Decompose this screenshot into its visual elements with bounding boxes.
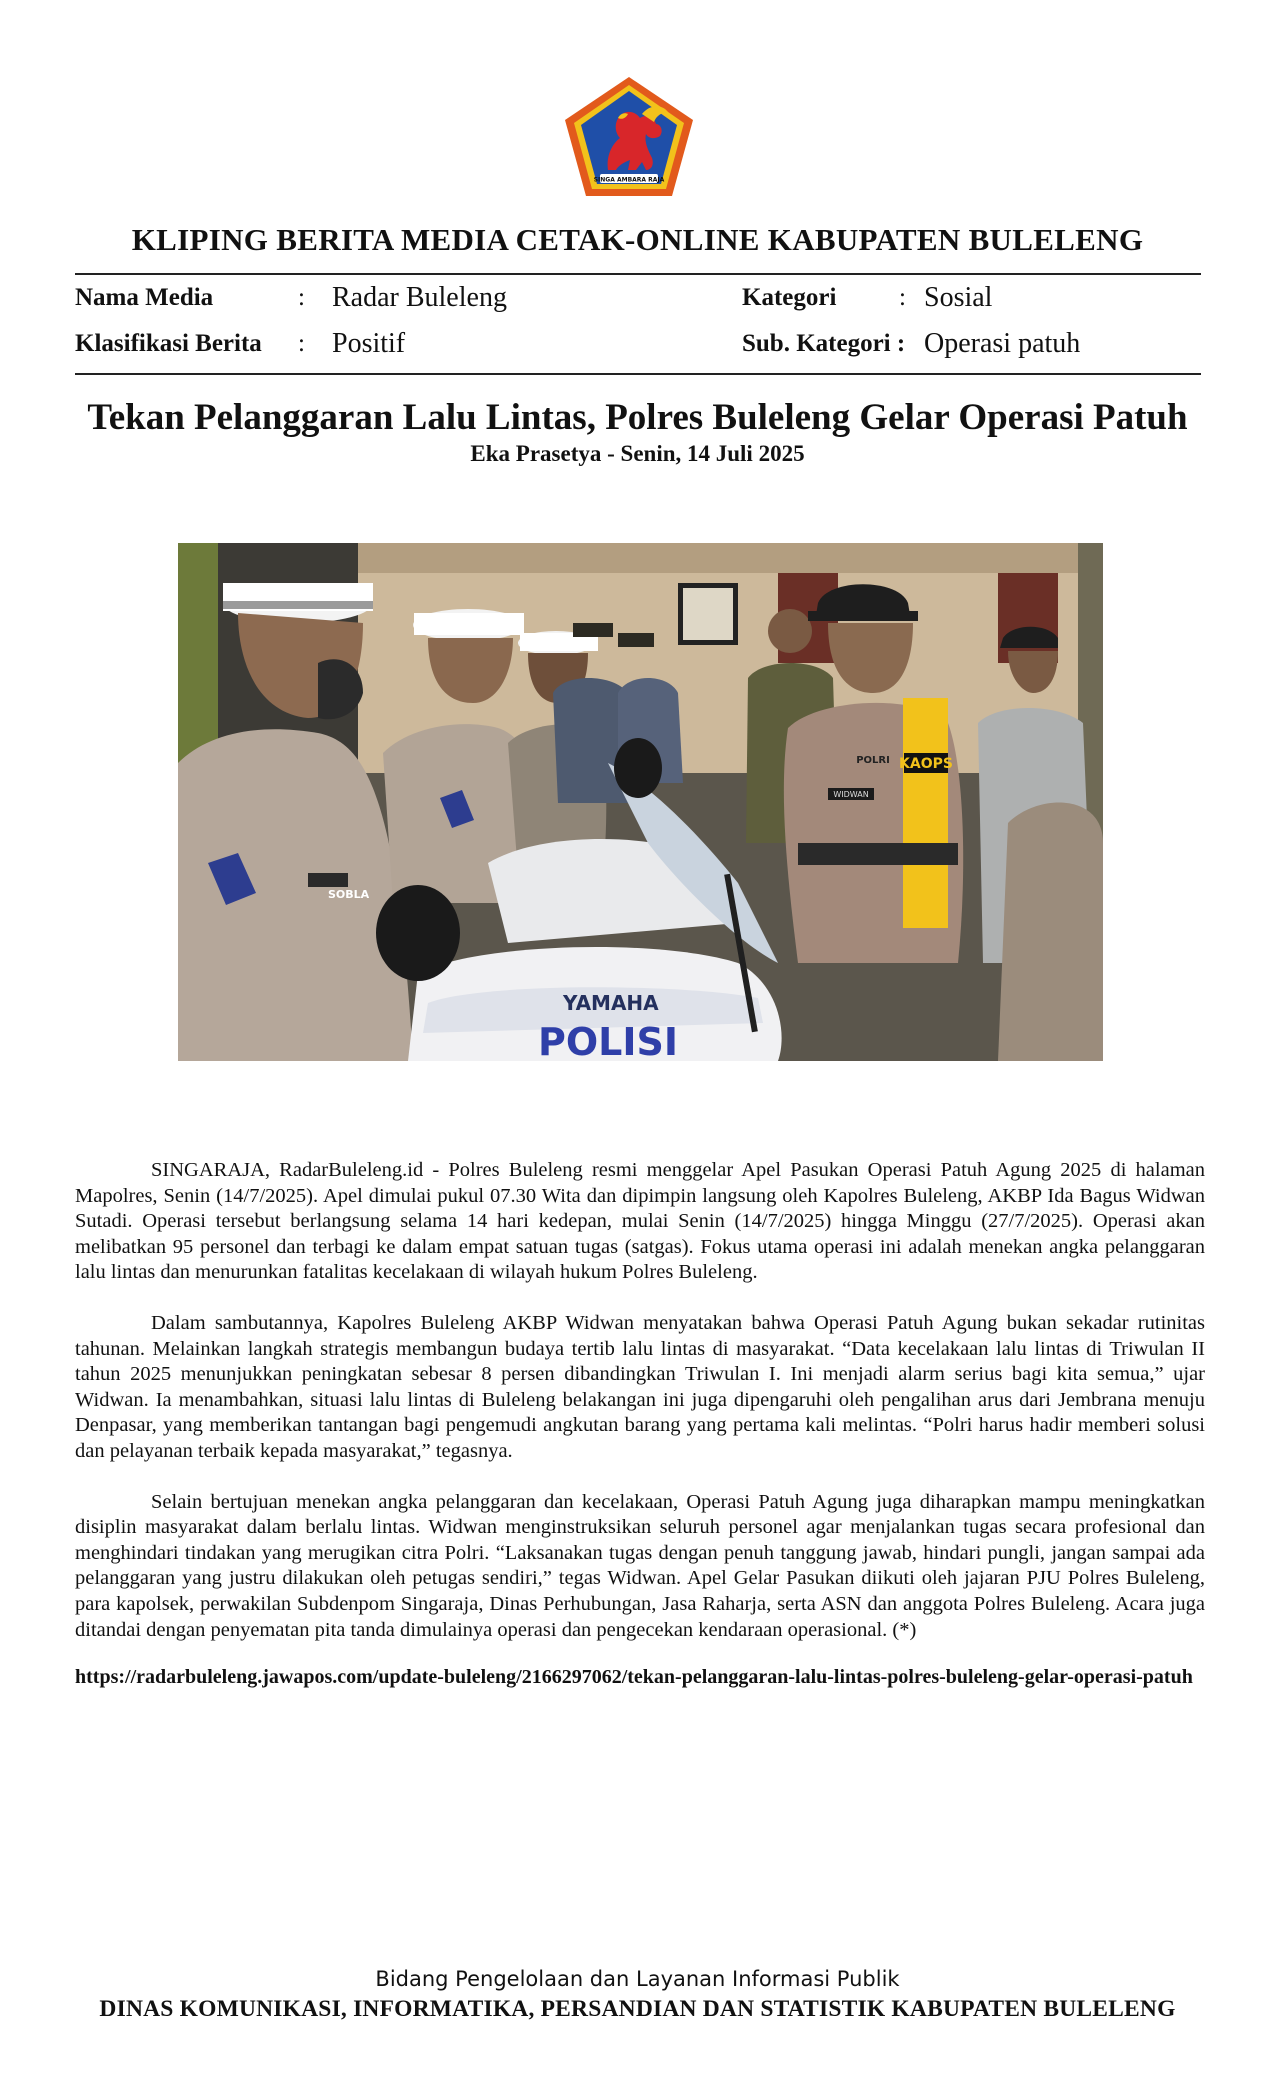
article-byline: Eka Prasetya - Senin, 14 Juli 2025 xyxy=(470,441,805,466)
photo-nameplate-officer: WIDWAN xyxy=(833,790,869,799)
sub-kategori-label: Sub. Kategori : xyxy=(742,330,906,357)
photo-badge-text: POLRI xyxy=(856,755,890,766)
nama-media-value: Radar Buleleng xyxy=(332,282,507,313)
nama-media-colon: : xyxy=(298,284,305,311)
logo-motto: SINGA AMBARA RAJA xyxy=(593,176,665,184)
klasifikasi-colon: : xyxy=(298,330,305,357)
header-rule-top xyxy=(75,273,1201,275)
photo-vest-text: KAOPS xyxy=(899,756,953,772)
kategori-colon: : xyxy=(899,284,906,311)
klasifikasi-value: Positif xyxy=(332,328,406,359)
article-photo xyxy=(178,543,1103,1061)
kabupaten-logo xyxy=(562,74,696,200)
article-body xyxy=(75,1158,1205,1668)
nama-media-label: Nama Media xyxy=(75,284,214,311)
footer-agency: DINAS KOMUNIKASI, INFORMATIKA, PERSANDIAN DAN STATISTIK KABUPATEN BULELENG xyxy=(99,1996,1176,2022)
kategori-value: Sosial xyxy=(924,282,993,313)
photo-motorcycle-text: POLISI xyxy=(538,1020,679,1061)
header-rule-bottom xyxy=(75,373,1201,375)
sub-kategori-value: Operasi patuh xyxy=(924,328,1081,359)
source-url-link[interactable]: https://radarbuleleng.jawapos.com/update-buleleng/2166297062/tekan-pelanggaran-lalu-lintas-polres-buleleng-gelar-operasi-patuh xyxy=(75,1666,1193,1688)
article-paragraph-3: Selain bertujuan menekan angka pelanggaran dan kecelakaan, Operasi Patuh Agung juga diharapkan mampu meningkatkan disiplin masyarakat dalam berlalu lintas. Widwan menginstruksikan seluruh personel agar menjalankan tugas secara profesional dan menghindari tindakan yang merugikan citra Polri. “Laksanakan tugas dengan penuh tanggung jawab, hindari pungli, jangan sampai ada pelanggaran yang justru dilakukan oleh petugas sendiri,” tegas Widwan. Apel Gelar Pasukan diikuti oleh jajaran PJU Polres Buleleng, para kapolsek, perwakilan Subdenpom Singaraja, Dinas Perhubungan, Jasa Raharja, serta ASN dan anggota Polres Buleleng. Acara juga ditandai dengan penyematan pita tanda dimulainya operasi dan pengecekan kendaraan operasional. (*) xyxy=(75,1490,1205,1641)
kategori-label: Kategori xyxy=(742,284,837,311)
article-paragraph-2: Dalam sambutannya, Kapolres Buleleng AKBP Widwan menyatakan bahwa Operasi Patuh Agung bukan sekadar rutinitas tahunan. Melainkan langkah strategis membangun budaya tertib lalu lintas di masyarakat. “Data kecelakaan lalu lintas di Triwulan II tahun 2025 menunjukkan peningkatan sebesar 8 persen dibandingkan Triwulan I. Ini menjadi alarm serius bagi kita semua,” ujar Widwan. Ia menambahkan, situasi lalu lintas di Buleleng belakangan ini juga dipengaruhi oleh pengalihan arus dari Jembrana menuju Denpasar, yang memberikan tantangan bagi pengemudi angkutan barang yang pertama kali melintas. “Polri harus hadir memberi solusi dan pelayanan terbaik kepada masyarakat,” tegasnya. xyxy=(75,1311,1205,1462)
klasifikasi-label: Klasifikasi Berita xyxy=(75,330,262,357)
photo-motorcycle-brand: YAMAHA xyxy=(563,991,659,1015)
document-header-title: KLIPING BERITA MEDIA CETAK-ONLINE KABUPATEN BULELENG xyxy=(131,222,1144,257)
footer-department: Bidang Pengelolaan dan Layanan Informasi Publik xyxy=(375,1967,900,1991)
article-title: Tekan Pelanggaran Lalu Lintas, Polres Buleleng Gelar Operasi Patuh xyxy=(87,397,1188,438)
article-paragraph-1: SINGARAJA, RadarBuleleng.id - Polres Buleleng resmi menggelar Apel Pasukan Operasi Patuh Agung 2025 di halaman Mapolres, Senin (14/7/2025). Apel dimulai pukul 07.30 Wita dan dipimpin langsung oleh Kapolres Buleleng, AKBP Ida Bagus Widwan Sutadi. Operasi tersebut berlangsung selama 14 hari kedepan, mulai Senin (14/7/2025) hingga Minggu (27/7/2025). Operasi akan melibatkan 95 personel dan terbagi ke dalam empat satuan tugas (satgas). Fokus utama operasi ini adalah menekan angka pelanggaran lalu lintas dan menurunkan fatalitas kecelakaan di wilayah hukum Polres Buleleng. xyxy=(75,1159,1205,1284)
photo-nameplate-left: SOBLA xyxy=(328,888,370,901)
